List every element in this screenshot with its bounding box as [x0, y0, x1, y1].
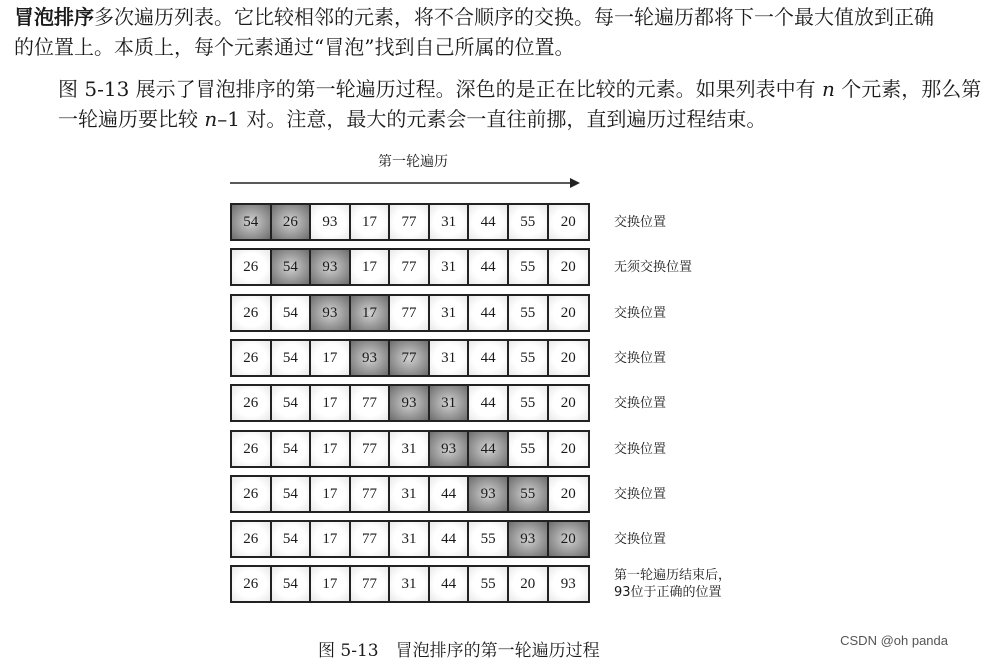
array-cell: 44: [430, 567, 470, 601]
array-cell: 55: [469, 567, 509, 601]
array-cell: 77: [390, 205, 430, 239]
array-cell: 54: [272, 477, 312, 511]
figure-caption: 图 5-13 冒泡排序的第一轮遍历过程: [318, 641, 600, 661]
paragraph-1: [14, 2, 944, 62]
array-cell: 31: [390, 567, 430, 601]
array-cell: 20: [549, 432, 589, 466]
array-cell: 26: [232, 296, 272, 330]
row-note: 交换位置: [614, 487, 667, 502]
row-note: 交换位置: [614, 351, 667, 366]
row-note: 交换位置: [614, 442, 667, 457]
array-cell: 54: [272, 567, 312, 601]
array-cell: 17: [311, 567, 351, 601]
array-cell: 26: [272, 205, 312, 239]
array-cell: 44: [469, 250, 509, 284]
array-cell: 55: [509, 296, 549, 330]
pass-label: 第一轮遍历: [378, 154, 448, 170]
array-cell: 54: [272, 522, 312, 556]
array-cell: 93: [430, 432, 470, 466]
array-cell: 77: [390, 296, 430, 330]
array-cell: 54: [232, 205, 272, 239]
array-cell: 55: [509, 477, 549, 511]
array-cell: 54: [272, 296, 312, 330]
paragraph-2: [14, 74, 988, 134]
array-cell: 55: [509, 341, 549, 375]
array-cell: 44: [469, 296, 509, 330]
variable-n: n: [822, 77, 835, 101]
array-cell: 17: [351, 205, 391, 239]
array-row: [230, 248, 590, 286]
array-row: [230, 475, 590, 513]
array-cell: 55: [509, 432, 549, 466]
row-note: 无须交换位置: [614, 260, 693, 275]
row-note: 第一轮遍历结束后， 93位于正确的位置: [614, 568, 732, 600]
array-cell: 44: [469, 205, 509, 239]
array-row: [230, 520, 590, 558]
array-cell: 17: [351, 250, 391, 284]
array-cell: 31: [430, 341, 470, 375]
array-cell: 44: [430, 477, 470, 511]
array-cell: 77: [351, 432, 391, 466]
array-cell: 31: [390, 432, 430, 466]
array-cell: 17: [311, 386, 351, 420]
array-cell: 77: [351, 567, 391, 601]
array-cell: 20: [549, 296, 589, 330]
array-cell: 20: [549, 522, 589, 556]
array-row: [230, 203, 590, 241]
array-cell: 44: [430, 522, 470, 556]
array-cell: 26: [232, 386, 272, 420]
array-cell: 93: [311, 296, 351, 330]
array-cell: 26: [232, 567, 272, 601]
array-row: [230, 339, 590, 377]
array-cell: 77: [351, 477, 391, 511]
array-cell: 93: [311, 205, 351, 239]
array-row: [230, 430, 590, 468]
array-cell: 54: [272, 432, 312, 466]
paragraph-1-text: 多次遍历列表。它比较相邻的元素，将不合顺序的交换。每一轮遍历都将下一个最大值放到正确的位置上。本质上，每个元素通过“冒泡”找到自己所属的位置。: [14, 5, 934, 59]
array-cell: 93: [311, 250, 351, 284]
array-row: [230, 294, 590, 332]
row-note: 交换位置: [614, 215, 667, 230]
array-cell: 17: [311, 477, 351, 511]
array-cell: 54: [272, 386, 312, 420]
array-cell: 20: [549, 386, 589, 420]
array-cell: 54: [272, 341, 312, 375]
row-note: 交换位置: [614, 306, 667, 321]
array-cell: 20: [549, 250, 589, 284]
array-cell: 20: [549, 341, 589, 375]
array-cell: 31: [430, 296, 470, 330]
array-cell: 20: [549, 205, 589, 239]
paragraph-2-part2: 个元素，那么第一轮遍历要比较: [58, 77, 982, 131]
watermark: CSDN @oh panda: [840, 633, 948, 648]
array-cell: 17: [311, 522, 351, 556]
array-cell: 77: [351, 386, 391, 420]
array-cell: 31: [390, 522, 430, 556]
array-cell: 44: [469, 386, 509, 420]
array-cell: 31: [430, 205, 470, 239]
array-cell: 93: [469, 477, 509, 511]
array-cell: 93: [509, 522, 549, 556]
array-cell: 55: [509, 250, 549, 284]
array-cell: 44: [469, 341, 509, 375]
array-row: [230, 384, 590, 422]
array-cell: 26: [232, 477, 272, 511]
row-note: 交换位置: [614, 532, 667, 547]
pass-direction-arrow-icon: [230, 175, 580, 189]
array-cell: 55: [469, 522, 509, 556]
array-cell: 93: [549, 567, 589, 601]
array-cell: 55: [509, 386, 549, 420]
paragraph-2-part3: –1 对。注意，最大的元素会一直往前挪，直到遍历过程结束。: [217, 107, 767, 131]
variable-n-2: n: [204, 107, 218, 131]
array-cell: 77: [351, 522, 391, 556]
array-cell: 31: [430, 250, 470, 284]
array-cell: 17: [351, 296, 391, 330]
array-cell: 26: [232, 250, 272, 284]
array-cell: 54: [272, 250, 312, 284]
array-cell: 26: [232, 341, 272, 375]
array-cell: 77: [390, 341, 430, 375]
array-cell: 31: [390, 477, 430, 511]
paragraph-2-part1: 图 5-13 展示了冒泡排序的第一轮遍历过程。深色的是正在比较的元素。如果列表中有: [58, 77, 816, 101]
array-cell: 44: [469, 432, 509, 466]
term-bubble-sort: 冒泡排序: [14, 5, 94, 29]
array-cell: 17: [311, 432, 351, 466]
array-cell: 20: [509, 567, 549, 601]
array-cell: 20: [549, 477, 589, 511]
array-cell: 77: [390, 250, 430, 284]
array-cell: 93: [351, 341, 391, 375]
array-cell: 55: [509, 205, 549, 239]
array-cell: 17: [311, 341, 351, 375]
array-cell: 93: [390, 386, 430, 420]
array-row: [230, 565, 590, 603]
array-cell: 26: [232, 522, 272, 556]
array-cell: 31: [430, 386, 470, 420]
row-note: 交换位置: [614, 396, 667, 411]
array-cell: 26: [232, 432, 272, 466]
